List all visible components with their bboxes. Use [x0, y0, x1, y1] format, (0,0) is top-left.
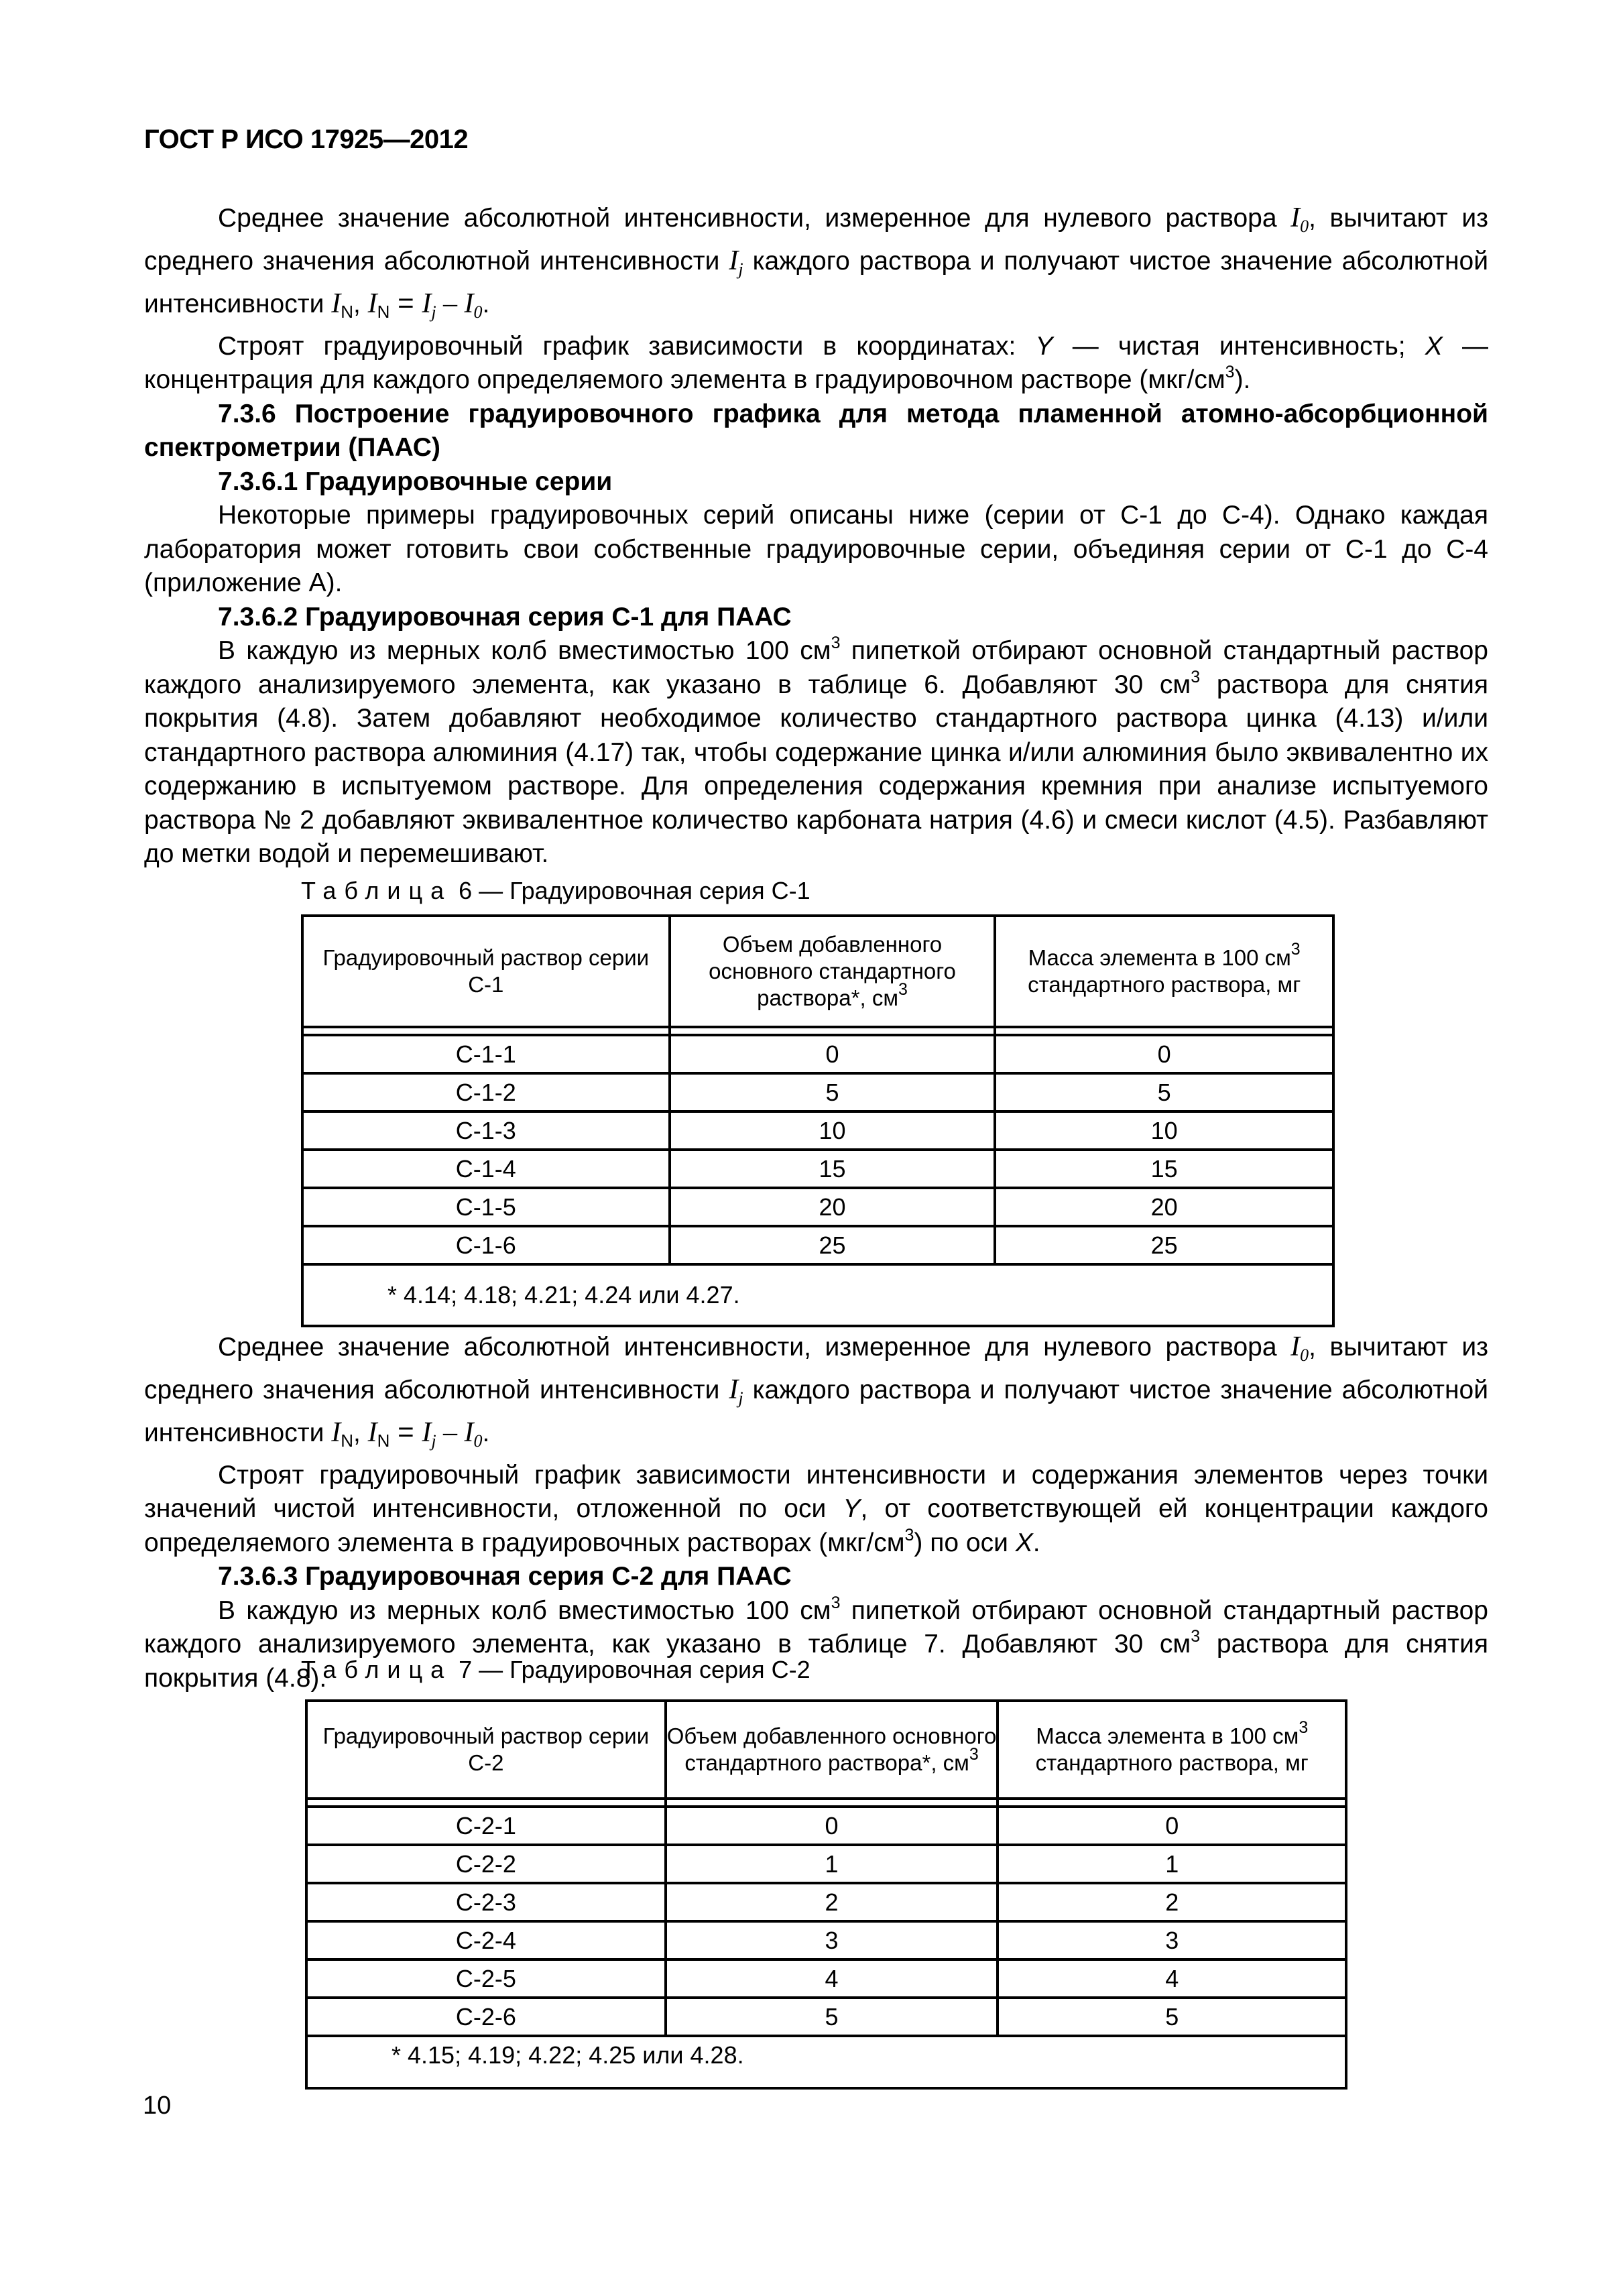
cell-volume: 1: [666, 1845, 998, 1883]
text-run: ,: [353, 290, 368, 318]
text-run: .: [1032, 1528, 1040, 1557]
superscript: 3: [1191, 667, 1201, 686]
cell-volume: 25: [670, 1226, 996, 1264]
caption-title: 7 — Градуировочная серия С-2: [452, 1656, 810, 1683]
superscript: 3: [831, 633, 841, 652]
table-row: [306, 1959, 1346, 1998]
cell-series: С-2-3: [306, 1883, 666, 1921]
table-7-footnote: * 4.15; 4.19; 4.22; 4.25 или 4.28.: [306, 2036, 1346, 2088]
text-run: Строят градуировочный график зависимости интенсивности и содержания элементов через точки значений чистой интенсивности, отложенной по оси: [144, 1460, 1488, 1523]
section-heading-7-3-6: 7.3.6 Построение градуировочного графика для метода пламенной атомно-абсорбционной спектрометрии (ПААС): [144, 399, 1488, 462]
text-run: В каждую из мерных колб вместимостью 100 см: [218, 1595, 831, 1625]
text-run: каждого раствора и получают чистое значение абсолютной интенсивности: [144, 246, 1488, 318]
table-7-header-series: Градуировочный раствор серии С-2: [306, 1701, 666, 1799]
text-run: ,: [353, 1418, 368, 1447]
cell-volume: 3: [666, 1921, 998, 1959]
cell-mass: 1: [998, 1845, 1346, 1883]
formula-net-intensity: $I_N = Ij - I0$: [367, 287, 483, 322]
cell-volume: 5: [666, 1998, 998, 2036]
cell-series: С-1-6: [302, 1226, 670, 1264]
cell-series: С-1-3: [302, 1111, 670, 1150]
table-7-header-mass: Масса элемента в 100 $см^3$ стандартного раствора, мг: [998, 1701, 1346, 1799]
document-standard-id: ГОСТ Р ИСО 17925—2012: [144, 125, 469, 154]
cell-mass: 15: [995, 1150, 1333, 1188]
section-heading-7-3-6-1: 7.3.6.1 Градуировочные серии: [218, 467, 613, 496]
math-in: $I_N$: [331, 1417, 353, 1451]
cell-mass: 5: [995, 1073, 1333, 1111]
cell-mass: 25: [995, 1226, 1333, 1264]
cell-volume: 10: [670, 1111, 996, 1150]
text-run: Среднее значение абсолютной интенсивности, измеренное для нулевого раствора: [218, 204, 1291, 233]
table-6-footnote: * 4.14; 4.18; 4.21; 4.24 или 4.27.: [302, 1264, 1333, 1326]
table-row: [306, 1807, 1346, 1845]
cell-volume: 20: [670, 1188, 996, 1226]
text-run: раствора для снятия покрытия (4.8). Затем добавляют необходимое количество стандартного раствора цинка (4.13) и/или стандартного раствора алюминия (4.17) так, чтобы содержание цинка и/или алюминия было эквивалентно их содержанию в испытуемом растворе. Для определения содержания кремния при анализе испытуемого раствора № 2 добавляют эквивалентное количество карбоната натрия (4.6) и смеси кислот (4.5). Разбавляют до метки водой и перемешивают.: [144, 670, 1489, 868]
table-6-header-volume: Объем добавленного основного стандартного раствора*, $см^3$: [670, 916, 996, 1027]
cell-volume: 5: [670, 1073, 996, 1111]
cell-series: С-1-4: [302, 1150, 670, 1188]
axis-y-label: Y: [843, 1494, 861, 1523]
cell-mass: 0: [998, 1807, 1346, 1845]
table-6-caption: [301, 877, 810, 905]
text-run: каждого раствора и получают чистое значение абсолютной интенсивности: [144, 1375, 1488, 1447]
cell-mass: 20: [995, 1188, 1333, 1226]
section-heading-7-3-6-3: 7.3.6.3 Градуировочная серия С-2 для ПААС: [218, 1562, 792, 1591]
math-i0: I0: [1290, 202, 1309, 236]
table-row: [302, 1073, 1333, 1111]
cell-series: С-2-1: [306, 1807, 666, 1845]
table-7-header-volume: Объем добавленного основного стандартного раствора*, $см^3$: [666, 1701, 998, 1799]
table-6-header-series: Градуировочный раствор серии С-1: [302, 916, 670, 1027]
paragraph-graph-coordinates: [144, 330, 1488, 398]
text-run: , вычитают из среднего значения абсолютной интенсивности: [144, 1333, 1488, 1404]
table-row: [306, 1883, 1346, 1921]
cell-volume: 0: [666, 1807, 998, 1845]
cell-mass: 10: [995, 1111, 1333, 1150]
paragraph-net-intensity: [144, 201, 1488, 330]
cell-volume: 15: [670, 1150, 996, 1188]
section-heading-7-3-6-2: 7.3.6.2 Градуировочная серия С-1 для ПААС: [218, 602, 792, 631]
after-table-6-section: [144, 1330, 1488, 1695]
cell-series: С-2-6: [306, 1998, 666, 2036]
cell-mass: 0: [995, 1035, 1333, 1073]
text-run: , вычитают из среднего значения абсолютной интенсивности: [144, 204, 1488, 276]
text-run: Строят градуировочный график зависимости в координатах:: [218, 331, 1036, 361]
table-7-caption: [301, 1656, 810, 1684]
superscript: 3: [831, 1593, 841, 1612]
table-6: [301, 914, 1335, 1327]
text-run: ) по оси: [914, 1528, 1016, 1557]
text-run: В каждую из мерных колб вместимостью 100 см: [218, 636, 831, 665]
cell-series: С-2-5: [306, 1959, 666, 1998]
math-ij: Ij: [729, 1374, 743, 1408]
table-row: [302, 1188, 1333, 1226]
superscript: 3: [1191, 1627, 1201, 1646]
axis-x-label: X: [1425, 331, 1443, 361]
axis-x-label: X: [1015, 1528, 1033, 1557]
intro-section: [144, 201, 1488, 871]
math-ij: Ij: [729, 245, 743, 279]
table-row: [306, 1845, 1346, 1883]
math-in: $I_N$: [331, 288, 353, 322]
cell-volume: 0: [670, 1035, 996, 1073]
text-run: Среднее значение абсолютной интенсивности, измеренное для нулевого раствора: [218, 1333, 1291, 1362]
caption-label: Таблица: [301, 1656, 453, 1683]
caption-title: 6 — Градуировочная серия С-1: [452, 877, 810, 904]
math-i0: I0: [1290, 1331, 1309, 1365]
formula-net-intensity: $I_N = Ij - I0$: [367, 1416, 483, 1451]
text-run: пипеткой отбирают основной стандартный раствор каждого анализируемого элемента, как указано в таблице 7. Добавляют 30 см: [144, 1595, 1488, 1658]
paragraph-series-examples: Некоторые примеры градуировочных серий описаны ниже (серии от С-1 до С-4). Однако каждая лаборатория может готовить свои собственные градуировочные серии, объединяя серии от С-1 до С-4 (приложение А).: [144, 501, 1488, 597]
cell-volume: 2: [666, 1883, 998, 1921]
table-7: [305, 1699, 1347, 2090]
paragraph-graph-construction: [144, 1459, 1488, 1561]
cell-series: С-1-1: [302, 1035, 670, 1073]
cell-series: С-1-2: [302, 1073, 670, 1111]
superscript: 3: [904, 1525, 914, 1545]
text-run: , от соответствующей ей концентрации каждого определяемого элемента в градуировочных растворах (мкг/см: [144, 1494, 1488, 1557]
axis-y-label: Y: [1035, 331, 1053, 361]
cell-mass: 3: [998, 1921, 1346, 1959]
table-6-header-mass: Масса элемента в 100 $см^3$ стандартного раствора, мг: [995, 916, 1333, 1027]
table-row: [302, 1111, 1333, 1150]
text-run: — концентрация для каждого определяемого элемента в градуировочном растворе (мкг/см: [144, 331, 1488, 394]
cell-series: С-1-5: [302, 1188, 670, 1226]
cell-series: С-2-2: [306, 1845, 666, 1883]
text-run: — чистая интенсивность;: [1053, 331, 1425, 361]
text-run: .: [482, 290, 490, 318]
table-row: [302, 1150, 1333, 1188]
cell-mass: 2: [998, 1883, 1346, 1921]
table-row: [306, 1921, 1346, 1959]
cell-volume: 4: [666, 1959, 998, 1998]
text-run: .: [482, 1418, 490, 1447]
table-row: [302, 1226, 1333, 1264]
text-run: ).: [1234, 365, 1251, 394]
cell-series: С-2-4: [306, 1921, 666, 1959]
text-run: раствора для снятия покрытия (4.8).: [144, 1630, 1489, 1693]
caption-label: Таблица: [301, 877, 453, 904]
page-number: 10: [143, 2092, 172, 2120]
text-run: пипеткой отбирают основной стандартный раствор каждого анализируемого элемента, как указано в таблице 6. Добавляют 30 см: [144, 636, 1488, 699]
cell-mass: 5: [998, 1998, 1346, 2036]
superscript: 3: [1225, 363, 1235, 381]
paragraph-net-intensity-repeat: [144, 1330, 1488, 1459]
cell-mass: 4: [998, 1959, 1346, 1998]
table-row: [302, 1035, 1333, 1073]
paragraph-series-c1-procedure: [144, 634, 1488, 871]
table-row: [306, 1998, 1346, 2036]
